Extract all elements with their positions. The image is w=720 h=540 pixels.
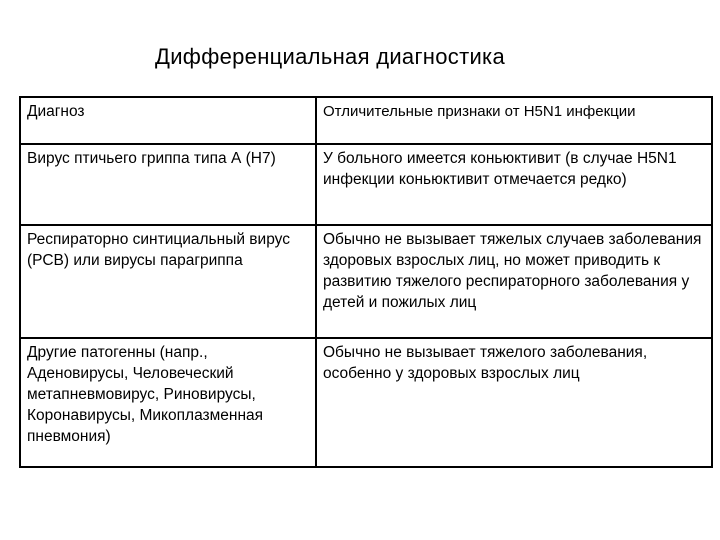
diagnosis-text: Другие патогенны (напр., Аденовирусы, Человеческий метапневмовирус, Риновирусы, Коронавирусы, Микоплазменная пневмония) [27,344,264,445]
diagnosis-text: Респираторно синтициальный вирус (РСВ) или вирусы парагриппа [27,231,290,269]
table-row [20,338,712,467]
header-diagnosis [20,97,316,144]
slide-title: Дифференциальная диагностика [155,44,505,69]
header-diagnosis-text: Диагноз [27,103,85,120]
diagnosis-cell [20,225,316,338]
diagnosis-cell [20,338,316,467]
features-text: Обычно не вызывает тяжелых случаев заболевания здоровых взрослых лиц, но может приводить к развитию тяжелого респираторного заболевания у детей и пожилых лиц [323,231,702,311]
features-text: У больного имеется коньюктивит (в случае H5N1 инфекции коньюктивит отмечается редко) [323,150,677,188]
features-cell [316,225,712,338]
diagnosis-cell [20,144,316,225]
header-features [316,97,712,144]
table-header-row [20,97,712,144]
differential-diagnosis-table [19,96,713,468]
table-row [20,225,712,338]
features-text: Обычно не вызывает тяжелого заболевания, особенно у здоровых взрослых лиц [323,344,648,382]
features-cell [316,144,712,225]
header-features-text: Отличительные признаки от H5N1 инфекции [323,103,636,120]
features-cell [316,338,712,467]
diagnosis-text: Вирус птичьего гриппа типа А (H7) [27,150,276,167]
table-row [20,144,712,225]
